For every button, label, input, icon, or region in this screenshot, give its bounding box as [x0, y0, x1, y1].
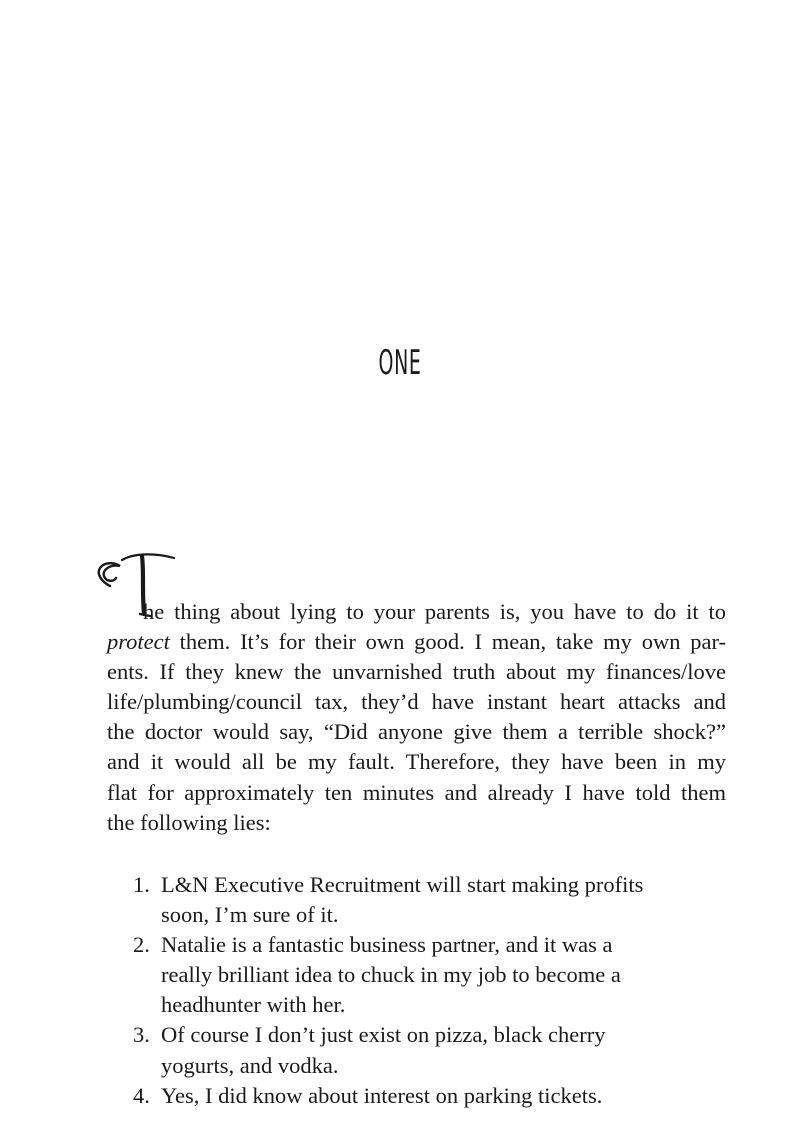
paragraph-line: protect them. It’s for their own good. I mean, take my own par- [107, 629, 726, 655]
list-item: 2. Natalie is a fantastic business partner, and it was a really brilliant idea to chuck in my job to become a headhunter with her. [133, 932, 621, 1018]
paragraph-line: and it would all be my fault. Therefore, they have been in my [107, 749, 726, 775]
paragraph-line: the doctor would say, “Did anyone give them a terrible shock?” [107, 719, 726, 745]
list-item: 1. L&N Executive Recruitment will start making profits soon, I’m sure of it. [133, 872, 644, 928]
list-number: 1. [133, 872, 150, 897]
paragraph-line: life/plumbing/council tax, they’d have instant heart attacks and [107, 689, 726, 715]
emphasis-protect: protect [107, 629, 170, 655]
paragraph-line: he thing about lying to your parents is, you have to do it to [143, 599, 726, 624]
list-number: 2. [133, 932, 150, 958]
lies-list [133, 870, 693, 1111]
opening-paragraph [107, 597, 726, 838]
list-number: 4. [133, 1082, 150, 1108]
list-item: 4. Yes, I did know about interest on parking tickets. [133, 1081, 693, 1111]
paragraph-line: ents. If they knew the unvarnished truth about my finances/love [107, 659, 726, 685]
paragraph-line: flat for approximately ten minutes and already I have told them [107, 779, 726, 805]
paragraph-line: the following lies: [107, 809, 271, 835]
list-number: 3. [133, 1022, 150, 1048]
chapter-title: ONE [378, 343, 422, 383]
list-item: 3. Of course I don’t just exist on pizza, black cherry yogurts, and vodka. [133, 1022, 606, 1078]
